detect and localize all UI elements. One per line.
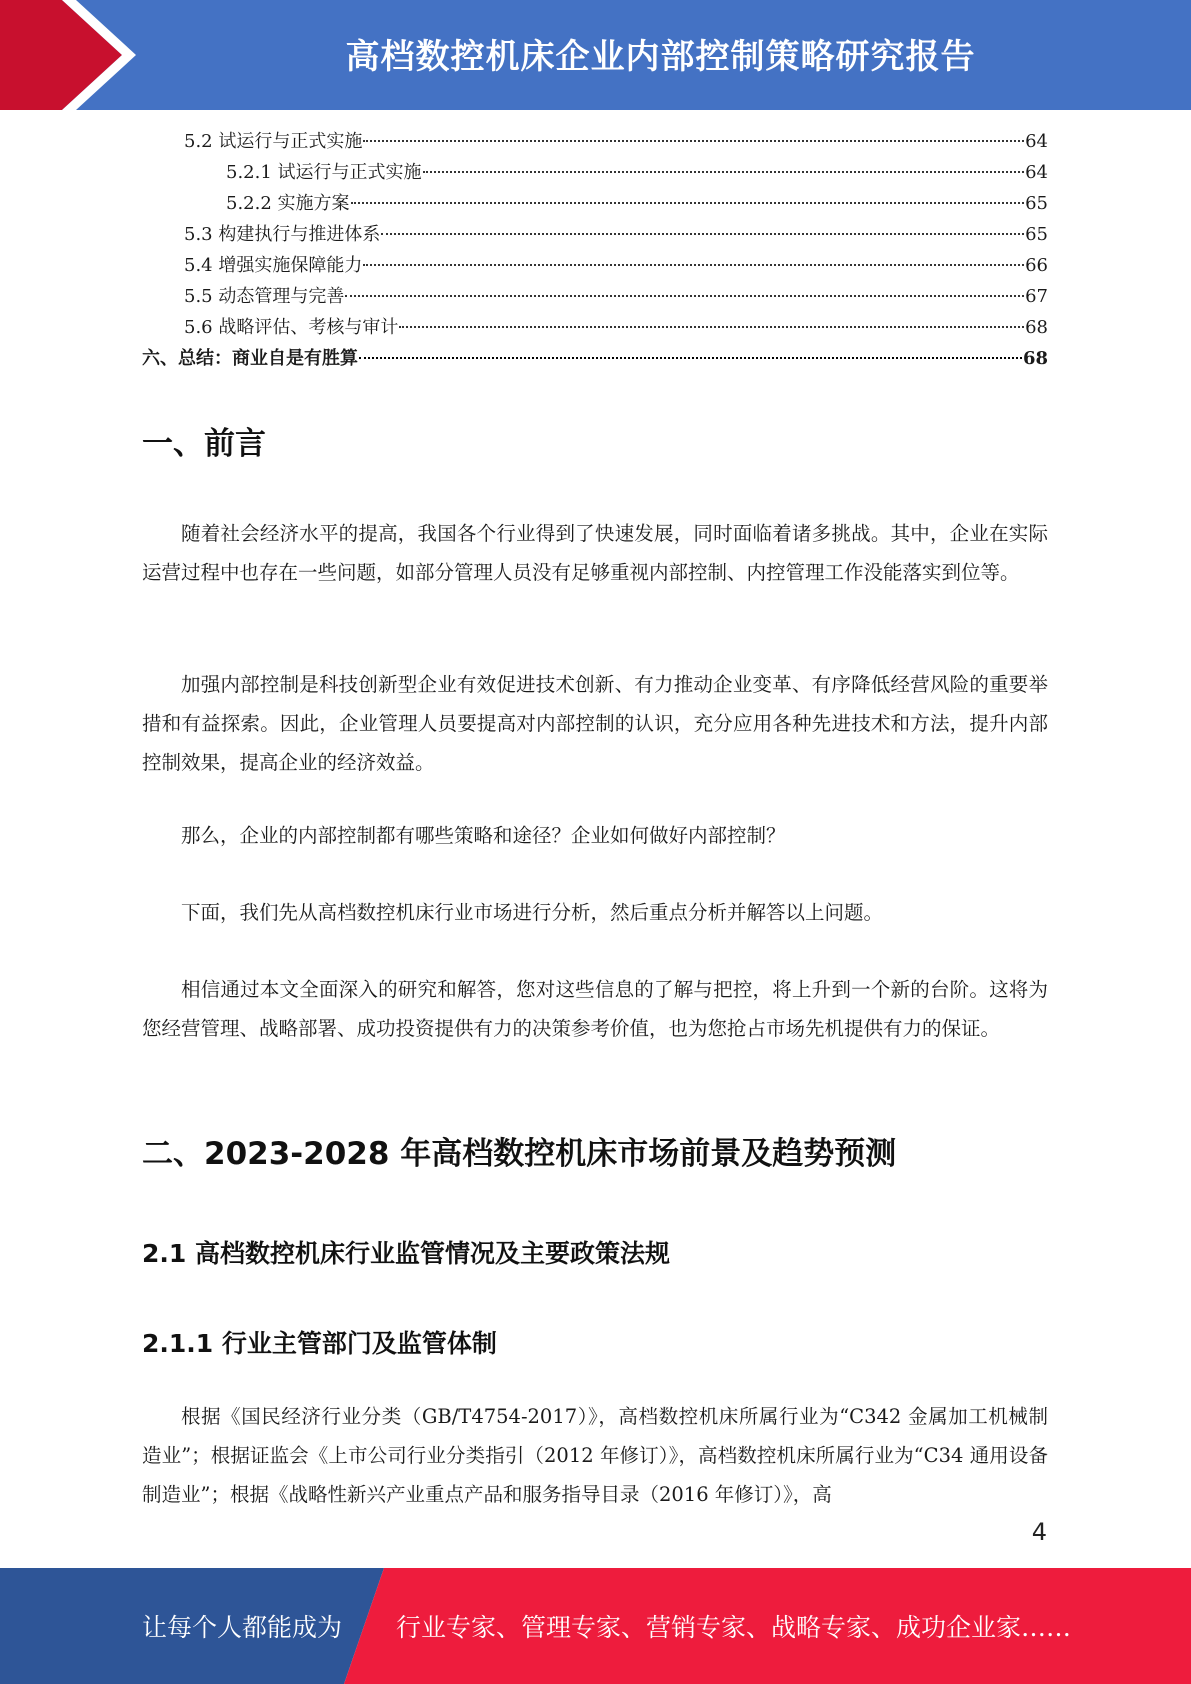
header-arrow-decoration: [0, 0, 160, 110]
toc-entry[interactable]: [142, 312, 1048, 343]
toc-entry-page: 64: [1025, 131, 1048, 152]
toc-entry-label: 5.5 动态管理与完善: [184, 286, 345, 307]
page-number: 4: [1031, 1518, 1047, 1546]
toc-leader-dots: [399, 326, 1024, 328]
toc-leader-dots: [345, 295, 1024, 297]
toc-leader-dots: [363, 264, 1024, 266]
toc-entry-page: 67: [1025, 286, 1048, 307]
report-title: 高档数控机床企业内部控制策略研究报告: [345, 36, 976, 77]
toc-entry[interactable]: [142, 157, 1048, 188]
section-heading-forecast: 二、2023-2028 年高档数控机床市场前景及趋势预测: [142, 1136, 897, 1172]
toc-continued: [142, 126, 1048, 374]
toc-entry[interactable]: [142, 219, 1048, 250]
toc-entry-label: 5.2.2 实施方案: [226, 193, 350, 214]
body-paragraph: 根据《国民经济行业分类（GB/T4754-2017）》，高档数控机床所属行业为“C342 金属加工机械制造业”；根据证监会《上市公司行业分类指引（2012 年修订）》，高档数控机床所属行业为“C34 通用设备制造业”；根据《战略性新兴产业重点产品和服务指导目录（2016 年修订）》，高: [142, 1405, 1048, 1506]
body-paragraph: 相信通过本文全面深入的研究和解答，您对这些信息的了解与把控，将上升到一个新的台阶。这将为您经营管理、战略部署、成功投资提供有力的决策参考价值，也为您抢占市场先机提供有力的保证。: [142, 978, 1048, 1040]
toc-entry[interactable]: [142, 281, 1048, 312]
toc-entry-label: 5.2.1 试运行与正式实施: [226, 162, 422, 183]
toc-entry-page: 65: [1025, 224, 1048, 245]
toc-entry-label: 六、总结：商业自是有胜算: [142, 348, 358, 369]
toc-entry-page: 68: [1022, 348, 1048, 369]
toc-entry-label: 5.6 战略评估、考核与审计: [184, 317, 399, 338]
toc-entry-page: 66: [1025, 255, 1048, 276]
toc-entry-page: 68: [1025, 317, 1048, 338]
toc-entry[interactable]: [142, 188, 1048, 219]
toc-entry-page: 64: [1025, 162, 1048, 183]
toc-leader-dots: [381, 233, 1024, 235]
toc-leader-dots: [351, 202, 1025, 204]
toc-entry[interactable]: [142, 250, 1048, 281]
section-heading-preface: 一、前言: [142, 426, 266, 462]
toc-leader-dots: [359, 357, 1022, 359]
toc-leader-dots: [423, 171, 1025, 173]
body-paragraph: 随着社会经济水平的提高，我国各个行业得到了快速发展，同时面临着诸多挑战。其中，企业在实际运营过程中也存在一些问题，如部分管理人员没有足够重视内部控制、内控管理工作没能落实到位等。: [142, 522, 1048, 584]
page-header: [0, 0, 1191, 110]
footer-slogan-right: 行业专家、管理专家、营销专家、战略专家、成功企业家……: [396, 1613, 1072, 1642]
toc-entry-label: 5.3 构建执行与推进体系: [184, 224, 381, 245]
toc-entry[interactable]: [142, 126, 1048, 157]
body-paragraph: 加强内部控制是科技创新型企业有效促进技术创新、有力推动企业变革、有序降低经营风险的重要举措和有益探索。因此，企业管理人员要提高对内部控制的认识，充分应用各种先进技术和方法，提升内部控制效果，提高企业的经济效益。: [142, 673, 1048, 774]
subsubsection-heading: 2.1.1 行业主管部门及监管体制: [142, 1329, 497, 1358]
subsection-heading: 2.1 高档数控机床行业监管情况及主要政策法规: [142, 1239, 670, 1268]
body-paragraph: 那么，企业的内部控制都有哪些策略和途径？企业如何做好内部控制？: [181, 824, 786, 847]
toc-entry-page: 65: [1025, 193, 1048, 214]
page-footer: [0, 1568, 1191, 1684]
toc-entry-label: 5.2 试运行与正式实施: [184, 131, 363, 152]
toc-entry[interactable]: [142, 343, 1048, 374]
footer-slogan-left: 让每个人都能成为: [142, 1613, 343, 1642]
toc-entry-label: 5.4 增强实施保障能力: [184, 255, 363, 276]
toc-leader-dots: [363, 140, 1024, 142]
body-paragraph: 下面，我们先从高档数控机床行业市场进行分析，然后重点分析并解答以上问题。: [181, 901, 884, 924]
